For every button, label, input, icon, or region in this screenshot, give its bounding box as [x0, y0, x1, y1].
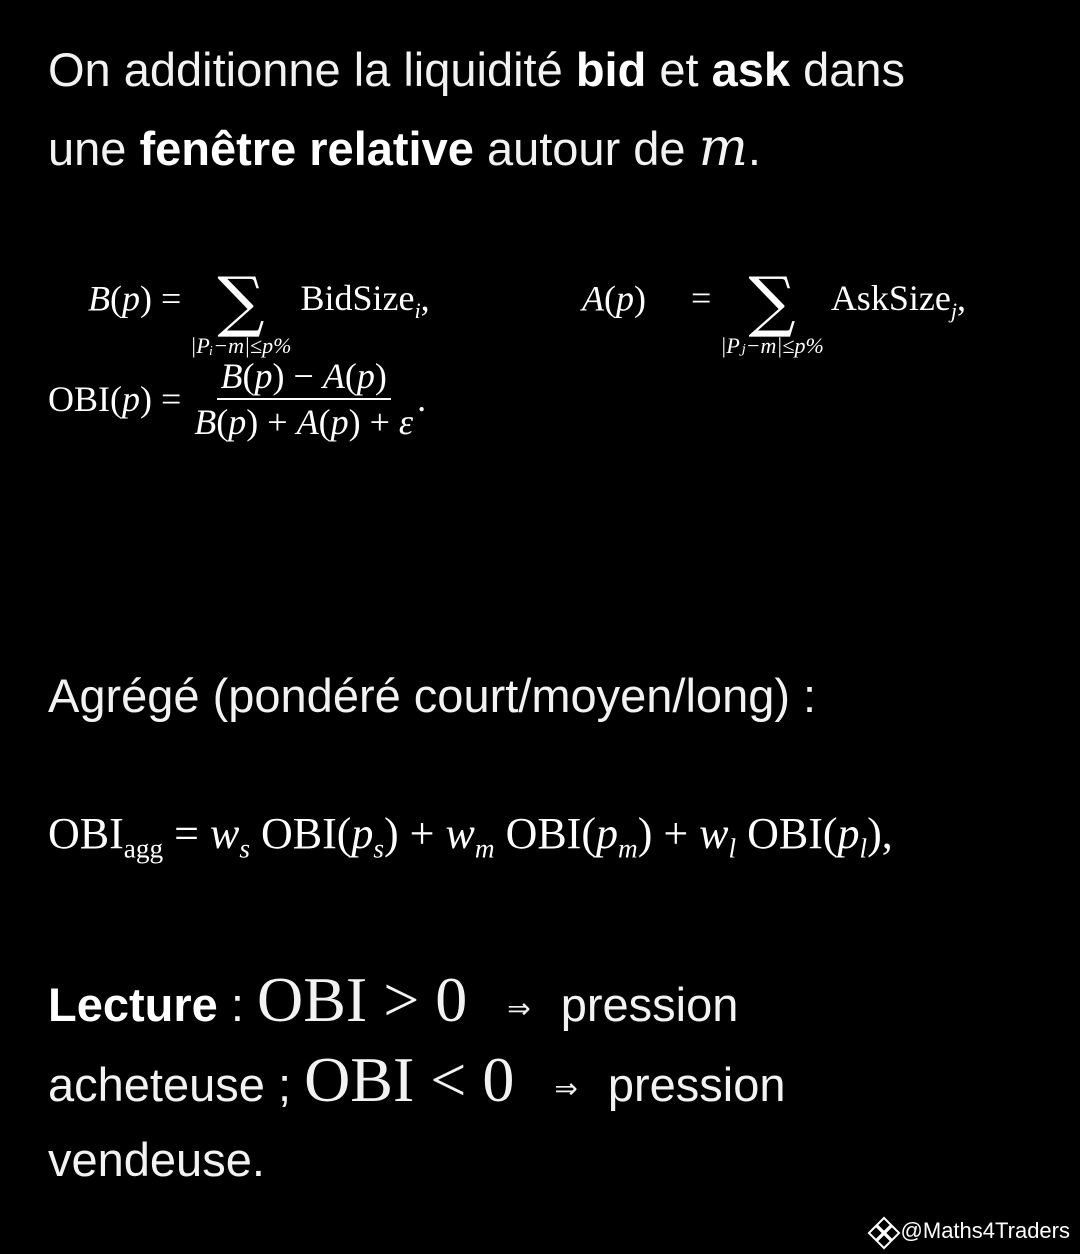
- obi-denominator: B(p) + A(p) + ε: [194, 402, 414, 442]
- obi-fraction: [190, 356, 417, 442]
- bid-size-term: BidSize$_i$,: [300, 278, 430, 324]
- author-handle[interactable]: @Maths4Traders: [900, 1218, 1070, 1243]
- negative-outcome: pression: [607, 1058, 786, 1111]
- intro-text: autour de: [473, 122, 699, 175]
- intro-period: .: [747, 122, 761, 175]
- ask-sum-lhs: A(p): [582, 278, 646, 319]
- bid-keyword: bid: [575, 43, 647, 96]
- aggregate-lhs: $OBI_{agg}$: [48, 809, 164, 864]
- ask-keyword: ask: [711, 43, 791, 96]
- positive-outcome: pression: [560, 978, 739, 1031]
- ask-sum-formula: [582, 258, 967, 358]
- intro-text: une: [48, 122, 140, 175]
- implies-arrow-icon: ⇒: [554, 1073, 578, 1105]
- positive-outcome-cont: acheteuse ;: [48, 1058, 305, 1111]
- window-keyword: fenêtre relative: [139, 122, 474, 175]
- binance-logo-icon: [869, 1218, 895, 1244]
- sum-icon: ∑: [748, 263, 796, 340]
- reading-line-2: [48, 1040, 1048, 1128]
- mid-price-symbol: m: [698, 118, 748, 178]
- sum-icon: ∑: [217, 263, 265, 340]
- obi-formula: [48, 356, 426, 442]
- obi-positive-condition: OBI > 0: [256, 964, 468, 1035]
- bid-sum: [190, 263, 292, 360]
- reading-line-1: [48, 960, 1048, 1048]
- bid-sum-range: |Pᵢ−m|≤p%: [190, 333, 292, 358]
- ask-sum-equals: =: [691, 278, 712, 319]
- intro-text: et: [646, 43, 712, 96]
- bid-sum-lhs: B(p) =: [88, 278, 182, 319]
- intro-text: On additionne la liquidité: [48, 43, 576, 96]
- obi-period: .: [417, 379, 427, 419]
- intro-paragraph: [48, 30, 1048, 188]
- obi-negative-condition: OBI < 0: [304, 1044, 515, 1115]
- reading-line-3: [48, 1120, 1048, 1199]
- obi-lhs: OBI(p) =: [48, 379, 182, 419]
- liquidity-sums-formula: [88, 258, 430, 358]
- aggregate-heading: Agrégé (pondéré court/moyen/long) :: [48, 669, 817, 722]
- aggregate-rhs: = $w_s$ $OBI(p_s) + w_m$ $OBI(p_m) + w_l$ $OBI(p_l)$,: [174, 809, 893, 864]
- reading-colon: :: [217, 978, 257, 1031]
- aggregate-formula: [48, 808, 893, 864]
- ask-sum-range: |Pⱼ−m|≤p%: [720, 333, 824, 358]
- reading-label: Lecture: [48, 978, 218, 1031]
- footer-watermark: [869, 1218, 1070, 1244]
- negative-outcome-cont: vendeuse.: [48, 1133, 265, 1186]
- ask-size-term: AskSize$_j$,: [830, 278, 967, 324]
- obi-numerator: B(p) − A(p): [217, 356, 391, 400]
- implies-arrow-icon: ⇒: [507, 993, 531, 1025]
- intro-text: dans: [790, 43, 906, 96]
- ask-sum: [720, 263, 824, 360]
